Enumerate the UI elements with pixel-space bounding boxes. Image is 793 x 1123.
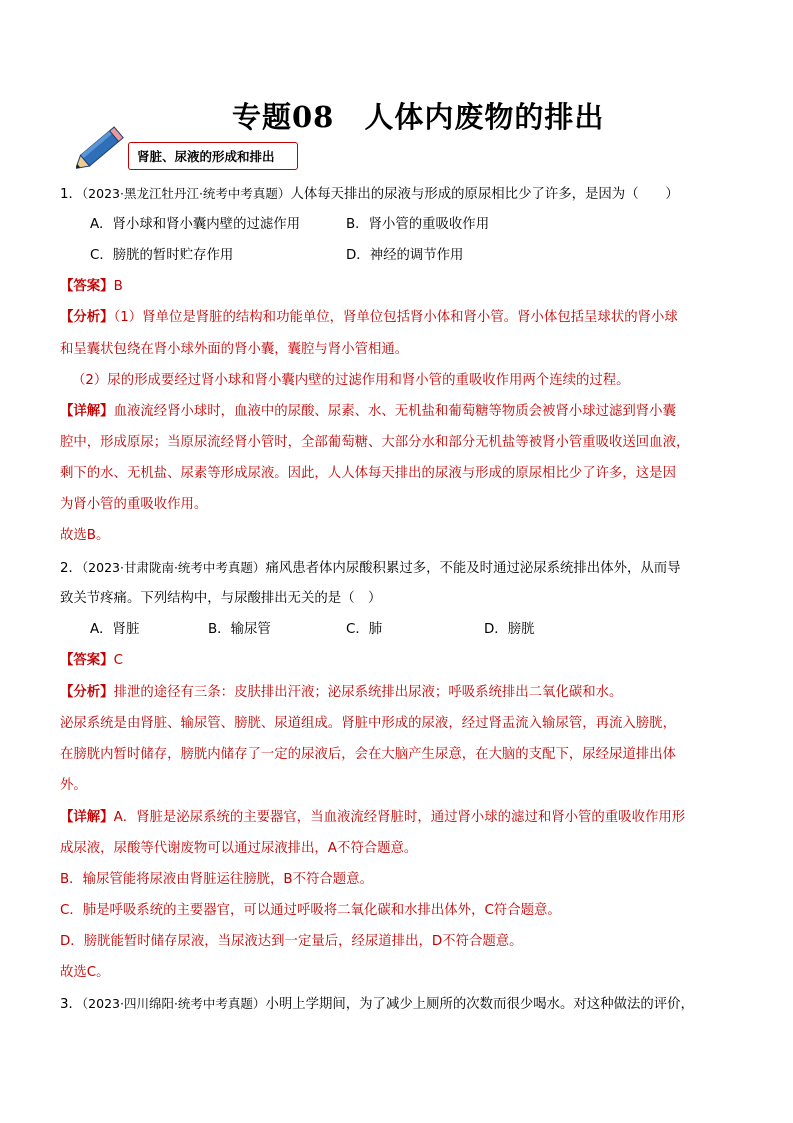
q1-analysis-line1	[60, 308, 678, 328]
page-title: 专题08 人体内废物的排出	[232, 100, 605, 134]
q1-detail-line2: 腔中，形成原尿；当原尿流经肾小管时，全部葡萄糖、大部分水和部分无机盐等被肾小管重吸收送回血液，	[60, 435, 690, 450]
q2-option-b: B．输尿管	[208, 622, 271, 637]
q2-detail-line2: 成尿液，尿酸等代谢废物可以通过尿液排出，A不符合题意。	[60, 841, 418, 856]
pencil-icon	[76, 118, 132, 174]
q2-analysis-line3: 在膀胱内暂时储存，膀胱内储存了一定的尿液后，会在大脑产生尿意，在大脑的支配下，尿经尿道排出体	[60, 747, 676, 762]
q1-analysis-line2: 和呈囊状包绕在肾小球外面的肾小囊，囊腔与肾小管相通。	[60, 342, 409, 357]
q2-detail-line4: C．肺是呼吸系统的主要器官，可以通过呼吸将二氧化碳和水排出体外，C符合题意。	[60, 903, 561, 918]
q2-stem-line2: 致关节疼痛。下列结构中，与尿酸排出无关的是（ ）	[60, 591, 382, 606]
q2-detail-text1: A．肾脏是泌尿系统的主要器官，当血液流经肾脏时，通过肾小球的滤过和肾小管的重吸收作用形	[113, 810, 686, 825]
q1-analysis-text1: （1）肾单位是肾脏的结构和功能单位，肾单位包括肾小体和肾小管。肾小体包括呈球状的肾小球	[113, 310, 678, 325]
q2-option-d: D．膀胱	[484, 622, 535, 637]
q3-source: （2023·四川绵阳·统考中考真题）	[81, 996, 266, 1011]
q2-answer	[60, 651, 123, 671]
q1-option-b: B．肾小管的重吸收作用	[346, 217, 490, 232]
q2-detail-line1	[60, 808, 685, 828]
q1-source: （2023·黑龙江牡丹江·统考中考真题）	[81, 186, 291, 201]
q1-detail-line1	[60, 402, 676, 422]
q1-option-a: A．肾小球和肾小囊内壁的过滤作用	[90, 217, 301, 232]
q3-stem-line1	[60, 994, 694, 1015]
q1-detail-line4: 为肾小管的重吸收作用。	[60, 497, 208, 512]
q2-stem-text1: 痛风患者体内尿酸积累过多，不能及时通过泌尿系统排出体外，从而导	[265, 561, 681, 576]
q1-analysis-line3: （2）尿的形成要经过肾小球和肾小囊内壁的过滤作用和肾小管的重吸收作用两个连续的过程。	[72, 373, 630, 388]
q2-analysis-line4: 外。	[60, 778, 87, 793]
q1-detail-text1: 血液流经肾小球时，血液中的尿酸、尿素、水、无机盐和葡萄糖等物质会被肾小球过滤到肾小囊	[113, 404, 676, 419]
q1-detail-line3: 剩下的水、无机盐、尿素等形成尿液。因此，人人体每天排出的尿液与形成的原尿相比少了许多，这是因	[60, 466, 676, 481]
q1-number: 1．	[60, 187, 82, 202]
q1-option-c: C．膀胱的暂时贮存作用	[90, 248, 234, 263]
q1-answer	[60, 277, 123, 297]
q3-number: 3．	[60, 997, 82, 1012]
q3-stem-text1: 小明上学期间，为了减少上厕所的次数而很少喝水。对这种做法的评价，	[265, 997, 694, 1012]
q1-stem-text: 人体每天排出的尿液与形成的原尿相比少了许多，是因为（ ）	[290, 187, 679, 202]
q1-stem	[60, 184, 679, 205]
q2-option-c: C．肺	[346, 622, 383, 637]
q2-option-a: A．肾脏	[90, 622, 140, 637]
analysis-label: 【分析】	[60, 310, 114, 325]
detail-label: 【详解】	[60, 810, 114, 825]
q2-analysis-line1	[60, 683, 622, 703]
q2-detail-line5: D．膀胱能暂时储存尿液，当尿液达到一定量后，经尿道排出，D不符合题意。	[60, 934, 523, 949]
q2-number: 2．	[60, 561, 82, 576]
q1-answer-value: B	[113, 279, 123, 294]
q1-conclusion: 故选B。	[60, 528, 110, 543]
q1-option-d: D．神经的调节作用	[346, 248, 464, 263]
q2-detail-line3: B．输尿管能将尿液由肾脏运往膀胱，B不符合题意。	[60, 872, 373, 887]
answer-label: 【答案】	[60, 279, 114, 294]
q2-analysis-text1: 排泄的途径有三条：皮肤排出汗液；泌尿系统排出尿液；呼吸系统排出二氧化碳和水。	[113, 685, 623, 700]
topic-box: 肾脏、尿液的形成和排出	[128, 142, 298, 170]
answer-label: 【答案】	[60, 653, 114, 668]
analysis-label: 【分析】	[60, 685, 114, 700]
q2-conclusion: 故选C。	[60, 965, 110, 980]
q2-analysis-line2: 泌尿系统是由肾脏、输尿管、膀胱、尿道组成。肾脏中形成的尿液，经过肾盂流入输尿管，再流入膀胱，	[60, 716, 676, 731]
q2-source: （2023·甘肃陇南·统考中考真题）	[81, 560, 266, 575]
q2-stem-line1	[60, 558, 681, 579]
q2-answer-value: C	[113, 653, 123, 668]
detail-label: 【详解】	[60, 404, 114, 419]
